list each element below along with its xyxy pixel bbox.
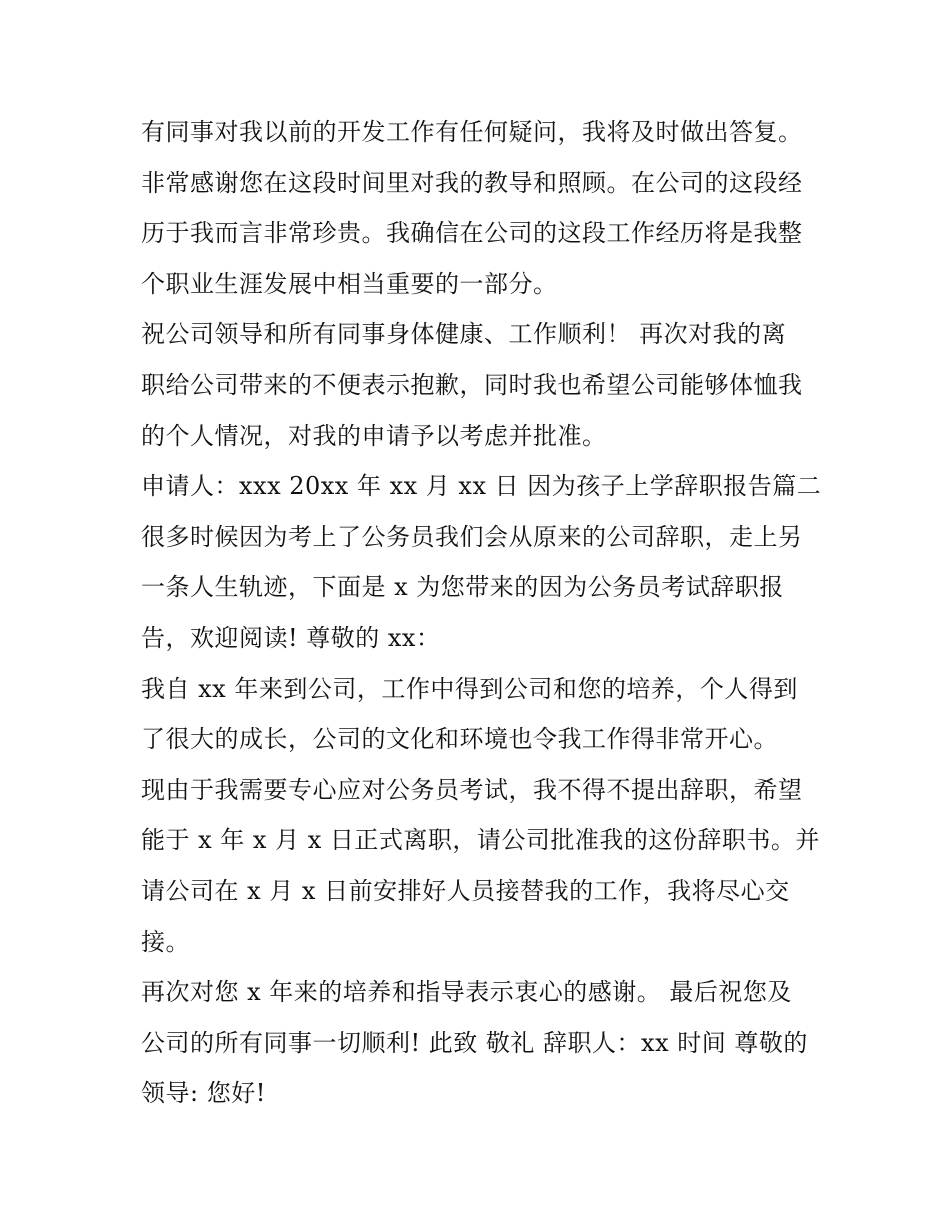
- text-line: 的个人情况，对我的申请予以考虑并批准。: [141, 421, 607, 450]
- text-line: 很多时候因为考上了公务员我们会从原来的公司辞职，走上另: [141, 522, 803, 551]
- text-line: 接。: [141, 927, 190, 956]
- text-line: 个职业生涯发展中相当重要的一部分。: [141, 269, 558, 298]
- text-line: 历于我而言非常珍贵。我确信在公司的这段工作经历将是我整: [141, 219, 803, 248]
- text-line: 请公司在 x 月 x 日前安排好人员接替我的工作，我将尽心交: [141, 876, 790, 905]
- text-line: 我自 xx 年来到公司，工作中得到公司和您的培养，个人得到: [141, 674, 798, 703]
- text-line: 职给公司带来的不便表示抱歉，同时我也希望公司能够体恤我: [141, 370, 803, 399]
- text-line: 现由于我需要专心应对公务员考试，我不得不提出辞职，希望: [141, 775, 803, 804]
- text-line: 有同事对我以前的开发工作有任何疑问，我将及时做出答复。: [141, 118, 803, 146]
- text-line: 了很大的成长，公司的文化和环境也令我工作得非常开心。: [141, 725, 778, 754]
- text-line: 一条人生轨迹，下面是 x 为您带来的因为公务员考试辞职报: [141, 573, 784, 602]
- text-line: 非常感谢您在这段时间里对我的教导和照顾。在公司的这段经: [141, 168, 803, 197]
- text-line: 再次对您 x 年来的培养和指导表示衷心的感谢。 最后祝您及: [141, 978, 792, 1007]
- text-line: 告，欢迎阅读! 尊敬的 xx：: [141, 623, 441, 652]
- text-line: 申请人：xxx 20xx 年 xx 月 xx 日 因为孩子上学辞职报告篇二: [141, 472, 822, 501]
- text-line: 祝公司领导和所有同事身体健康、工作顺利！ 再次对我的离: [141, 320, 787, 349]
- text-line: 能于 x 年 x 月 x 日正式离职，请公司批准我的这份辞职书。并: [141, 826, 820, 855]
- text-line: 领导: 您好!: [141, 1079, 266, 1108]
- document-body: [141, 107, 831, 1119]
- text-line: 公司的所有同事一切顺利! 此致 敬礼 辞职人：xx 时间 尊敬的: [141, 1028, 808, 1057]
